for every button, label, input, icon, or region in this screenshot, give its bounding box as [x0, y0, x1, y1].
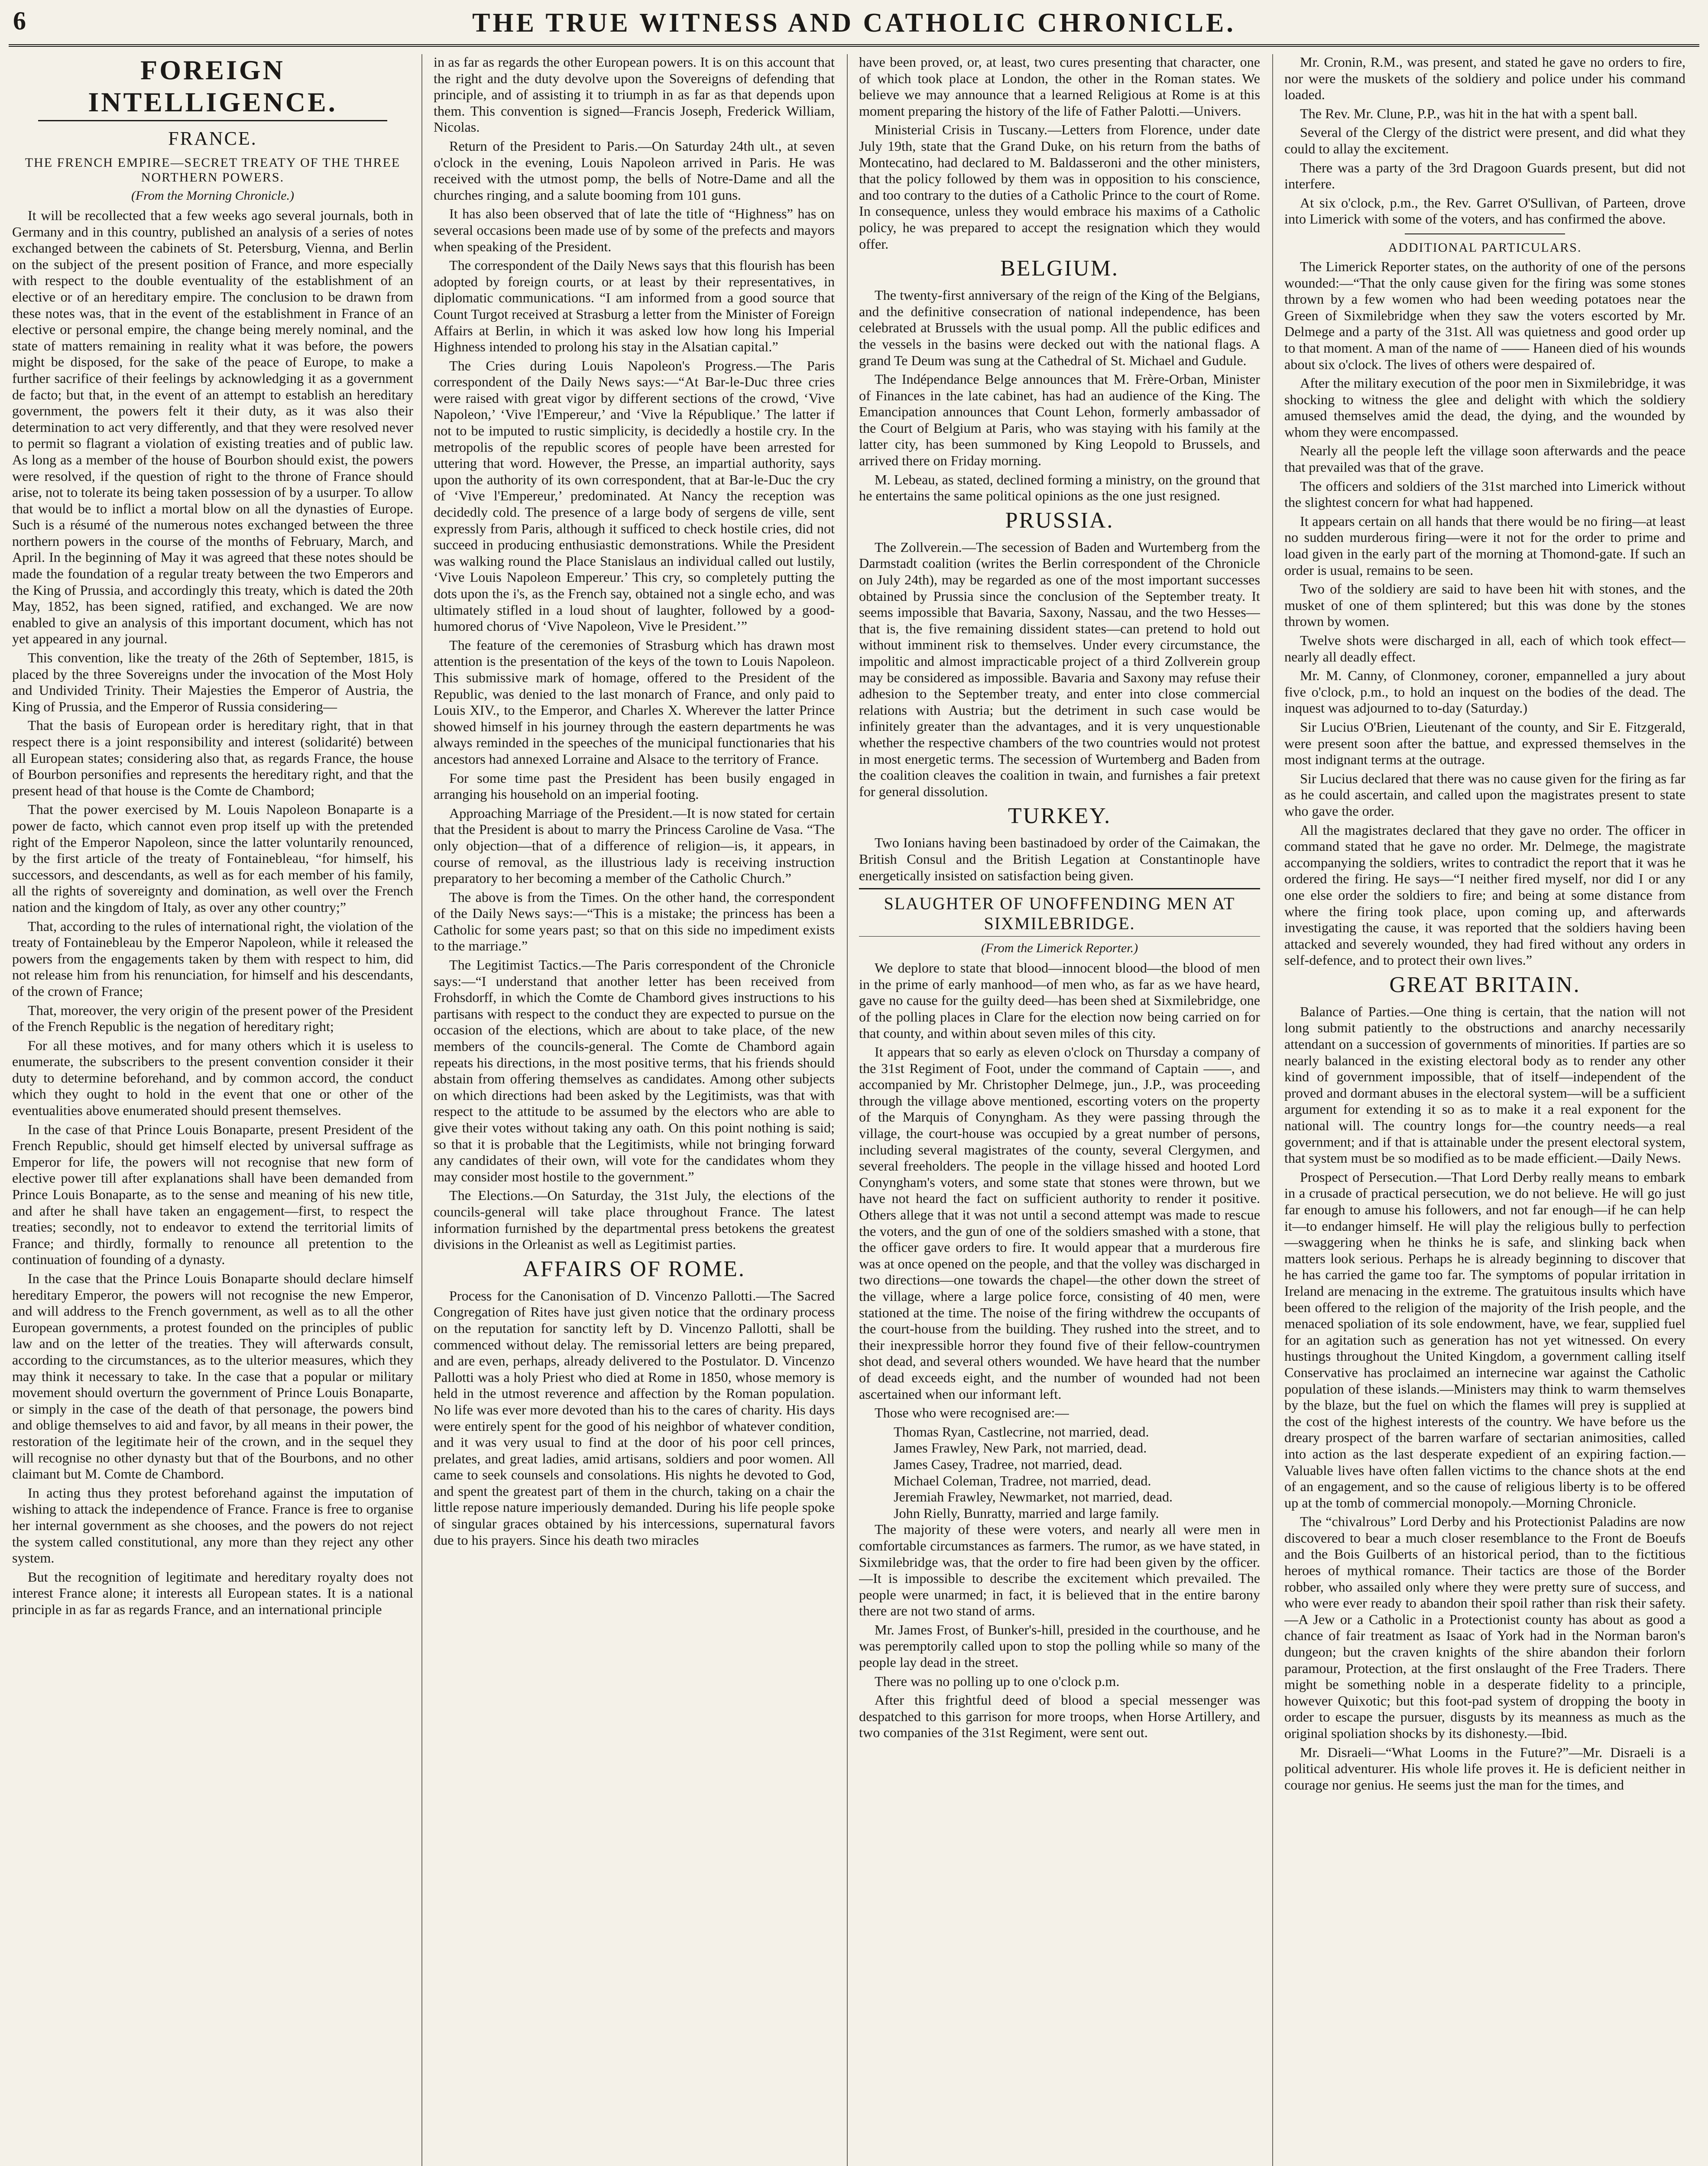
- paragraph: Prospect of Persecution.—That Lord Derby really means to embark in a crusade of practical persecution, we do not believe. He will go just far enough to amuse his followers, and not far enough—if he can help it—to endanger himself. He will play the religious bully to perfection—swaggering when he thinks he is safe, and slinking back when matters look serious. Perhaps he is already beginning to discover that he has carried the game too far. The symptoms of popular irritation in Ireland are menacing in the extreme. The gratuitous insults which have been offered to the religion of the majority of the Irish people, and the menaced spoliation of its sole endowment, have, we fear, supplied fuel for an agitation such as generation has not yet witnessed. On every hustings throughout the United Kingdom, a government calling itself Conservative has proclaimed an internecine war against the Catholic population of these islands.—Ministers may think to warm themselves by the blaze, but the fuel on which the flames will prey is supplied at the cost of the highest interests of the country. We have before us the dreary prospect of the barren warfare of sectarian animosities, called into action as the last desperate expedient of an expiring faction.—Valuable lives have often fallen victims to the chance shots at the end of an engagement, and so the cause of religious liberty is to be offered up at the tomb of commercial monopoly.—Morning Chronicle.: [1284, 1169, 1685, 1511]
- paragraph: Approaching Marriage of the President.—It is now stated for certain that the President is about to marry the Princess Caroline de Vasa. “The only objection—that of a difference of religion—is, it appears, in course of removal, as the illustrious lady is receiving instruction preparatory to her becoming a member of the Catholic Church.”: [434, 805, 835, 886]
- paragraph: The majority of these were voters, and nearly all were men in comfortable circumstances as farmers. The rumor, as we have stated, in Sixmilebridge was, that the order to fire had been given by the officer.—It is impossible to describe the excitement which prevailed. The people were unarmed; in fact, it is believed that in the entire barony there are not two stand of arms.: [859, 1521, 1260, 1619]
- paragraph: That the basis of European order is hereditary right, that in that respect there is a joint responsibility and interest (solidarité) between all European states; considering also that, as regards France, the house of Bourbon personifies and represents the hereditary right, and that the present head of that house is the Comte de Chambord;: [12, 717, 413, 798]
- paragraph: Sir Lucius declared that there was no cause given for the firing as far as he could ascertain, and called upon the magistrates present to state who gave the order.: [1284, 770, 1685, 819]
- victim-line: John Rielly, Bunratty, married and large family.: [894, 1505, 1159, 1521]
- paragraph: The “chivalrous” Lord Derby and his Protectionist Paladins are now discovered to bear a much closer resemblance to the Front de Boeufs and the Bois Guilberts of an historical period, than to the fictitious heroes of mythical romance. Their tactics are those of the Border robber, who assailed only where they were pretty sure of success, and who were ever ready to abandon their spoil rather than risk their safety.—A Jew or a Catholic in a Protectionist county has about as good a chance of fair treatment as Isaac of York had in the Norman baron's dungeon; but the craven knights of the shire abandon their forlorn paramour, Protection, at the first onslaught of the Free Traders. There might be something noble in a desperate fidelity to a principle, however Quixotic; but this foot-pad system of dropping the booty in order to escape the pursuer, disgusts by its meanness as much as the original spoliation shocks by its dishonesty.—Ibid.: [1284, 1514, 1685, 1741]
- section-title-france: FRANCE.: [168, 128, 257, 149]
- paragraph: The Limerick Reporter states, on the authority of one of the persons wounded:—“That the only cause given for the firing was some stones thrown by a few women who had been weeding potatoes near the Green of Sixmilebridge when they saw the voters escorted by Mr. Delmege and a party of the 31st. All was quietness and good order up to that moment. A man of the name of —— Haneen died of his wounds about six o'clock. The lives of others were despaired of.: [1284, 258, 1685, 372]
- column-3: [859, 54, 1260, 2166]
- article-subtitle: THE FRENCH EMPIRE—SECRET TREATY OF THE THREE NORTHERN POWERS.: [25, 156, 401, 185]
- paragraph: There was a party of the 3rd Dragoon Guards present, but did not interfere.: [1284, 159, 1685, 192]
- paragraph: Two of the soldiery are said to have been hit with stones, and the musket of one of them splintered; but this was done by the stones thrown by women.: [1284, 581, 1685, 629]
- paragraph: Balance of Parties.—One thing is certain, that the nation will not long submit patiently to the obstructions and anarchy necessarily attendant on a succession of governments of minorities. If parties are so nearly balanced in the existing electoral body as to render any other kind of government impossible, that of itself—independent of the proved and dormant abuses in the electoral system—will be a sufficient argument for extending it so as to make it a real exponent for the national will. The country longs for—the country needs—a real government; and if that is attainable under the present electoral system, that system must be so modified as to be made efficient.—Daily News.: [1284, 1003, 1685, 1166]
- paragraph: The twenty-first anniversary of the reign of the King of the Belgians, and the definitive consecration of national independence, has been celebrated at Brussels with the usual pomp. All the public edifices and the vessels in the basins were decked out with the national flags. A grand Te Deum was sung at the Cathedral of St. Michael and Gudule.: [859, 287, 1260, 368]
- paragraph: The correspondent of the Daily News says that this flourish has been adopted by foreign courts, or at least by their representatives, in diplomatic communications. “I am informed from a good source that Count Turgot received at Strasburg a letter from the Minister of Foreign Affairs at Berlin, in which it was asked low how long his Imperial Highness intended to prolong his stay in the Alsatian capital.”: [434, 257, 835, 355]
- running-head: THE TRUE WITNESS AND CATHOLIC CHRONICLE.: [472, 8, 1236, 38]
- paragraph: Mr. Disraeli—“What Looms in the Future?”—Mr. Disraeli is a political adventurer. His whole life proves it. He is deficient neither in courage nor genius. He seems just the man for the times, and: [1284, 1744, 1685, 1793]
- article-body: [859, 960, 1260, 1741]
- section-title-foreign-intelligence: FOREIGN INTELLIGENCE.: [38, 54, 387, 121]
- paragraph: The Rev. Mr. Clune, P.P., was hit in the hat with a spent ball.: [1300, 105, 1638, 121]
- paragraph: Sir Lucius O'Brien, Lieutenant of the county, and Sir E. Fitzgerald, were present soon after the battue, and expressed themselves in the most indignant terms at the outrage.: [1284, 719, 1685, 768]
- paragraph: Nearly all the people left the village soon afterwards and the peace that prevailed was that of the grave.: [1284, 443, 1685, 475]
- headline-sixmilebridge: SLAUGHTER OF UNOFFENDING MEN AT SIXMILEBRIDGE.: [859, 888, 1260, 937]
- page-number: 6: [13, 6, 26, 35]
- article-body: [12, 208, 413, 1618]
- article-body: [434, 1288, 835, 1549]
- paragraph: In the case of that Prince Louis Bonaparte, present President of the French Republic, should get himself elected by universal suffrage as Emperor for life, the powers will not recognise that new form of elective power till after explanations shall have been demanded from Prince Louis Bonaparte, as to the sense and meaning of his new title, and after he shall have taken an engagement—first, to respect the treaties; secondly, not to endeavor to extend the territorial limits of France; and thirdly, formally to renounce all pretention to the continuation of founding of a dynasty.: [12, 1121, 413, 1268]
- column-2: [434, 54, 835, 2166]
- article-body: [859, 54, 1260, 252]
- paragraph: After this frightful deed of blood a special messenger was despatched to this garrison for more troops, when Horse Artillery, and two companies of the 31st Regiment, were sent out.: [859, 1692, 1260, 1741]
- column-rule: [847, 54, 848, 2166]
- paragraph: Mr. James Frost, of Bunker's-hill, presided in the courthouse, and he was peremptorily called upon to stop the polling while so many of the people lay dead in the street.: [859, 1621, 1260, 1670]
- section-title-affairs-of-rome: AFFAIRS OF ROME.: [523, 1256, 745, 1281]
- paragraph: Several of the Clergy of the district were present, and did what they could to allay the excitement.: [1284, 124, 1685, 156]
- article-body: [434, 54, 835, 1253]
- paragraph: The Cries during Louis Napoleon's Progress.—The Paris correspondent of the Daily News says:—“At Bar-le-Duc three cries were raised with great vigor by different sections of the crowd, ‘Vive Napoleon,’ ‘Vive l'Empereur,’ and ‘Vive la République.’ The latter if not to be imputed to rustic simplicity, is decidedly a hostile cry. In the metropolis of the republic scores of people have been arrested for uttering that word. However, the Presse, an impartial authority, says upon the authority of its own correspondent, that at Bar-le-Duc the cry of ‘Vive l'Empereur,’ predominated. At Nancy the reception was decidedly cold. The presence of a large body of sergens de ville, sent expressly from Paris, although it sufficed to check hostile cries, did not succeed in producing enthusiastic demonstrations. While the President was walking round the Place Stanislaus an individual called out lustily, ‘Vive Louis Napoleon Empereur.’ This cry, so completely putting the dots upon the i's, as the French say, obtained not a single echo, and was ultimately stifled in a loud shout of laughter, followed by a good-humored chorus of ‘Vive Napoleon, Vive le President.’”: [434, 357, 835, 634]
- victim-line: James Frawley, New Park, not married, dead.: [894, 1440, 1147, 1456]
- section-title-belgium: BELGIUM.: [1000, 256, 1119, 281]
- paragraph: At six o'clock, p.m., the Rev. Garret O'Sullivan, of Parteen, drove into Limerick with some of the voters, and has confirmed the above.: [1284, 195, 1685, 227]
- paragraph: It appears that so early as eleven o'clock on Thursday a company of the 31st Regiment of Foot, under the command of Captain ——, and accompanied by Mr. Christopher Delmege, jun., J.P., was proceeding through the village above mentioned, escorting voters on the property of the Marquis of Conyngham. As they were passing through the village, the court-house was occupied by a great number of persons, including several magistrates of the county, several Clergymen, and several freeholders. The people in the village hissed and hooted Lord Conyngham's voters, and some state that stones were thrown, but we have not heard the fact on sufficient authority to render it positive. Others allege that it was not until a second attempt was made to rescue the voters, and the gun of one of the soldiers smashed with a stone, that the officer gave orders to fire. It would appear that a murderous fire was at once opened on the people, and that the volley was discharged in two directions—one towards the chapel—the other down the street of the village, where a large police force, consisting of 40 men, were stationed at the time. The noise of the firing withdrew the occupants of the court-house from the building. They rushed into the street, and to their inexpressible horror they found five of their fellow-countrymen shot dead, and several others wounded. We have heard that the number of dead exceeds eight, and the number of wounded had not been ascertained when our informant left.: [859, 1044, 1260, 1402]
- article-body: [1284, 54, 1685, 227]
- column-1: [12, 54, 413, 2166]
- section-title-additional-particulars: ADDITIONAL PARTICULARS.: [1388, 240, 1582, 255]
- victim-line: Michael Coleman, Tradree, not married, dead.: [894, 1472, 1151, 1488]
- paragraph: Two Ionians having been bastinadoed by order of the Caimakan, the British Consul and the British Legation at Constantinople have energetically insisted on satisfaction being given.: [859, 835, 1260, 883]
- column-rule: [421, 54, 422, 2166]
- article-body: [859, 287, 1260, 504]
- paragraph: have been proved, or, at least, two cures presenting that character, one of which took place at London, the other in the Roman states. We believe we may announce that a learned Religious at Rome is at this moment preparing the history of the life of Father Palotti.—Univers.: [859, 54, 1260, 119]
- paragraph: For all these motives, and for many others which it is useless to enumerate, the subscribers to the present convention consider it their duty to determine beforehand, and by common accord, the conduct which they ought to hold in the event that one or other of the eventualities above enumerated should present themselves.: [12, 1037, 413, 1119]
- paragraph: We deplore to state that blood—innocent blood—the blood of men in the prime of early manhood—of men who, as far as we have heard, gave no cause for the guilty deed—has been shed at Sixmilebridge, one of the polling places in Clare for the election now being carried on for that county, and within about seven miles of this city.: [859, 960, 1260, 1041]
- header-rule: [9, 44, 1699, 47]
- paragraph: In acting thus they protest beforehand against the imputation of wishing to attack the independence of France. France is free to organise her internal government as she chooses, and the powers do not reject the system called constitutional, any more than they reject any other system.: [12, 1485, 413, 1566]
- paragraph: Process for the Canonisation of D. Vincenzo Pallotti.—The Sacred Congregation of Rites have just given notice that the ordinary process on the reputation for sanctity left by D. Vincenzo Pallotti, shall be commenced without delay. The remissorial letters are being prepared, and are even, perhaps, already delivered to the Postulator. D. Vincenzo Pallotti was a holy Priest who died at Rome in 1850, whose memory is held in the utmost reverence and affection by the Roman population. No life was ever more devoted than his to the cares of charity. His days were entirely spent for the good of his neighbor of whatever condition, and it was very usual to find at the door of his poor cell princes, prelates, and great ladies, amid artisans, soldiers and poor women. All came to seek counsels and consolations. His nights he devoted to God, and spent the greatest part of them in the church, taking on a chair the little repose nature imperiously demanded. During his life people spoke of singular graces obtained by his intercessions, supernatural favors due to his prayers. Since his death two miracles: [434, 1287, 835, 1548]
- paragraph: Those who were recognised are:—: [875, 1405, 1069, 1421]
- paragraph: Mr. Cronin, R.M., was present, and stated he gave no orders to fire, nor were the muskets of the soldiery and police under his command loaded.: [1284, 54, 1685, 103]
- victim-line: Thomas Ryan, Castlecrine, not married, dead.: [894, 1423, 1149, 1440]
- article-body: [1284, 259, 1685, 969]
- paragraph: The Legitimist Tactics.—The Paris correspondent of the Chronicle says:—“I understand that another letter has been received from Frohsdorff, in which the Comte de Chambord gives instructions to his partisans with respect to the conduct they are expected to pursue on the occasion of the elections, which are about to take place, of the new members of the councils-general. The Comte de Chambord again repeats his directions, in the most positive terms, that his friends should abstain from offering themselves as candidates. Among other subjects on which directions had been asked by the Legitimists, was that with respect to the attitude to be assumed by the electors who are able to give their votes without taking any oath. On this point nothing is said; so that it is probable that the Legitimists, while not bringing forward any candidates of their own, will vote for the candidates whom they may consider most hostile to the government.”: [434, 957, 835, 1184]
- paragraph: But the recognition of legitimate and hereditary royalty does not interest France alone; it interests all European states. It is a national principle in as far as regards France, and an international principle: [12, 1569, 413, 1617]
- paragraph: The Indépendance Belge announces that M. Frère-Orban, Minister of Finances in the late cabinet, has had an audience of the King. The Emancipation announces that Count Lehon, formerly ambassador of the Court of Belgium at Paris, who was staying with his family at the latter city, has been summoned by King Leopold to Brussels, and arrived there on Friday morning.: [859, 371, 1260, 469]
- column-rule: [1272, 54, 1273, 2166]
- paragraph: The Elections.—On Saturday, the 31st July, the elections of the councils-general will take place throughout France. The latest information furnished by the departmental press betokens the greatest divisions in the Orleanist as well as Legitimist parties.: [434, 1187, 835, 1252]
- article-source: (From the Limerick Reporter.): [981, 941, 1138, 956]
- paragraph: There was no polling up to one o'clock p.m.: [875, 1673, 1120, 1689]
- paragraph: That, according to the rules of international right, the violation of the treaty of Fontainebleau by the Emperor Napoleon, while it released the powers from the engagements taken by them with respect to him, did not release him from his renunciation, for himself and his descendants, of the crown of France;: [12, 918, 413, 999]
- paragraph: That the power exercised by M. Louis Napoleon Bonaparte is a power de facto, which cannot even prop itself up with the pretended right of the Emperor Napoleon, since the latter voluntarily renounced, by the first article of the treaty of Fontainebleau, “for himself, his successors, and descendants, as well as for each member of his family, all the rights of sovereignty and domination, as well over the French nation and the kingdom of Italy, as over any other country;”: [12, 801, 413, 915]
- paragraph: Return of the President to Paris.—On Saturday 24th ult., at seven o'clock in the evening, Louis Napoleon arrived in Paris. He was received with the utmost pomp, the bells of Notre-Dame and all the churches ringing, and a salute booming from 101 guns.: [434, 138, 835, 203]
- paragraph: It appears certain on all hands that there would be no firing—at least no sudden murderous firing—were it not for the order to prime and load given in the early part of the morning at Thomond-gate. If such an order is usual, remains to be seen.: [1284, 513, 1685, 578]
- paragraph: For some time past the President has been busily engaged in arranging his household on an imperial footing.: [434, 770, 835, 802]
- section-title-turkey: TURKEY.: [1008, 804, 1112, 829]
- paragraph: in as far as regards the other European powers. It is on this account that the right and the duty devolve upon the Sovereigns of defending that principle, and of assisting it to triumph in as far as that depends upon them. This convention is signed—Francis Joseph, Frederick William, Nicolas.: [434, 54, 835, 135]
- paragraph: Twelve shots were discharged in all, each of which took effect—nearly all deadly effect.: [1284, 632, 1685, 665]
- paragraph: This convention, like the treaty of the 26th of September, 1815, is placed by the three Sovereigns under the invocation of the Most Holy and Undivided Trinity. Their Majesties the Emperor of Austria, the King of Prussia, and the Emperor of Russia considering—: [12, 650, 413, 714]
- paragraph: M. Lebeau, as stated, declined forming a ministry, on the ground that he entertains the same political opinions as the one just resigned.: [859, 471, 1260, 504]
- paragraph: That, moreover, the very origin of the present power of the President of the French Republic is the negation of hereditary right;: [12, 1002, 413, 1034]
- article-body: [859, 539, 1260, 800]
- paragraph: After the military execution of the poor men in Sixmilebridge, it was shocking to witness the glee and delight with which the soldiery amused themselves amid the dead, the dying, and the wounded by whom they were encompassed.: [1284, 375, 1685, 440]
- section-title-great-britain: GREAT BRITAIN.: [1389, 972, 1581, 997]
- victim-line: Jeremiah Frawley, Newmarket, not married, dead.: [894, 1489, 1173, 1505]
- article-source: (From the Morning Chronicle.): [131, 188, 295, 203]
- article-body: [1284, 1004, 1685, 1793]
- paragraph: The feature of the ceremonies of Strasburg which has drawn most attention is the presentation of the keys of the town to Louis Napoleon. This submissive mark of homage, offered to the President of the Republic, was denied to the last monarch of France, and only paid to Louis XIV., to the Emperor, and Charles X. Wherever the latter Prince showed himself in his journey through the eastern departments he was always reminded in the speeches of the municipal functionaries that his ancestors had annexed Lorraine and Alsace to the territory of France.: [434, 637, 835, 767]
- paragraph: The above is from the Times. On the other hand, the correspondent of the Daily News says:—“This is a mistake; the princess has been a Catholic for some years past; so that on this side no impediment exists to the marriage.”: [434, 889, 835, 954]
- paragraph: In the case that the Prince Louis Bonaparte should declare himself hereditary Emperor, the powers will not recognise the new Emperor, and will address to the French government, as well as to all the other European governments, a protest founded on the principles of public law and on the letter of the treaties. They will afterwards consult, according to the circumstances, as to the ulterior measures, which they may think it necessary to take. In the case that a popular or military movement should overturn the government of Prince Louis Bonaparte, or simply in the case of the death of that personage, the powers bind and oblige themselves to aid and favor, by all means in their power, the restoration of the legitimate heir of the crown, and in the sequel they will recognise no other dynasty but that of the Bourbons, and no other claimant but M. Comte de Chambord.: [12, 1271, 413, 1482]
- section-divider: [1405, 233, 1565, 234]
- masthead: [0, 0, 1708, 48]
- paragraph: Mr. M. Canny, of Clonmoney, coroner, empannelled a jury about five o'clock, p.m., to hold an inquest on the bodies of the dead. The inquest was adjourned to to-day (Saturday.): [1284, 668, 1685, 716]
- paragraph: The Zollverein.—The secession of Baden and Wurtemberg from the Darmstadt coalition (writes the Berlin correspondent of the Chronicle on July 24th), may be regarded as one of the most important successes obtained by Prussia since the conclusion of the September treaty. It seems impossible that Bavaria, Saxony, Nassau, and the two Hesses—that is, the five remaining dissident states—can pretend to hold out without imminent risk to themselves. Under every circumstance, the impolitic and almost impracticable project of a third Zollverein group may be considered as impossible. Bavaria and Saxony may refuse their adhesion to the September treaty, and enter into close commercial relations with Austria; but the detriment in such case would be infinitely greater than the advantages, and it is very unquestionable whether the respective chambers of the two countries would not protest in most energetic terms. The secession of Wurtemberg and Baden from the coalition cleaves the coalition in twain, and furnishes a fair pretext for general dissolution.: [859, 539, 1260, 799]
- paragraph: It has also been observed that of late the title of “Highness” has on several occasions been made use of by some of the prefects and mayors when speaking of the President.: [434, 206, 835, 254]
- paragraph: It will be recollected that a few weeks ago several journals, both in Germany and in this country, published an analysis of a series of notes exchanged between the cabinets of St. Petersburg, Vienna, and Berlin on the subject of the present position of France, and more especially with respect to the double eventuality of the establishment of an elective or of an hereditary empire. The conclusion to be drawn from these notes was, that in the event of the establishment in France of an elective or personal empire, the change being merely nominal, and the state of matters remaining in reality what it was before, the powers might be disposed, for the sake of the peace of Europe, to make a further sacrifice of their feelings by acknowledging it as a government de facto; but that, in the event of an attempt to establish an hereditary government, the powers felt it their duty, as it was also their determination to act very differently, and that they were resolved never to permit so flagrant a violation of existing treaties and of public law. As long as a member of the house of Bourbon should exist, the powers were resolved, if the question of right to the throne of France should arise, not to tolerate its being taken possession of by a usurper. To allow that would be to inflict a mortal blow on all the dynasties of Europe. Such is a résumé of the numerous notes exchanged between the three northern powers in the course of the months of February, March, and April. In the beginning of May it was agreed that these notes should be made the foundation of a regular treaty between the two Emperors and the King of Prussia, and accordingly this treaty, which is dated the 20th May, 1852, has been signed, ratified, and exchanged. We are now enabled to give an analysis of this important document, which has not yet appeared in any journal.: [12, 208, 413, 647]
- paragraph: The officers and soldiers of the 31st marched into Limerick without the slightest concern for what had happened.: [1284, 478, 1685, 510]
- paragraph: All the magistrates declared that they gave no order. The officer in command stated that he gave no order. Mr. Delmege, the magistrate accompanying the soldiers, writes to contradict the report that it was he ordered the firing. He says—“I neither fired myself, nor did I or any one else order the soldiers to fire; and being at some distance from where the firing took place, upon coming up, and afterwards investigating the cause, it was reported that the soldiers having been attacked and severely wounded, they had fired without any orders in self-defence, and to protect their own lives.”: [1284, 822, 1685, 968]
- section-title-prussia: PRUSSIA.: [1005, 508, 1114, 533]
- column-4: [1284, 54, 1685, 2166]
- victim-line: James Casey, Tradree, not married, dead.: [894, 1456, 1122, 1472]
- paragraph: Ministerial Crisis in Tuscany.—Letters from Florence, under date July 19th, state that the Grand Duke, on his return from the baths of Montecatino, had declared to M. Baldasseroni and the other ministers, that the policy followed by them was in opposition to his conscience, and too contrary to the duties of a Catholic Prince to the court of Rome. In consequence, unless they would embrace his maxims of a Catholic policy, he was prepared to accept the resignation which they would offer.: [859, 122, 1260, 252]
- article-body: [859, 835, 1260, 884]
